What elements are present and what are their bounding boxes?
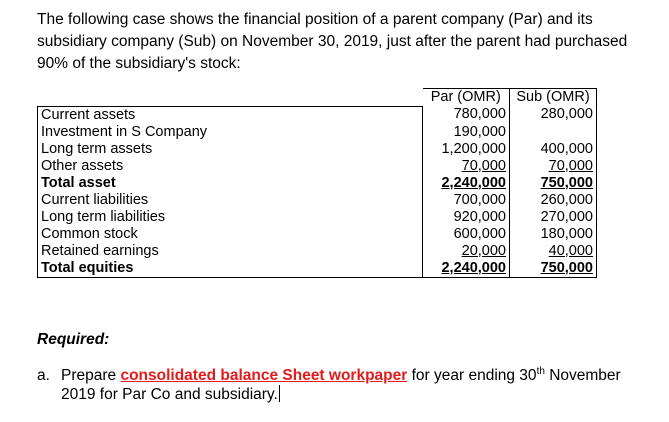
sub-value: 180,000 bbox=[510, 226, 597, 243]
par-value: 2,240,000 bbox=[423, 260, 510, 278]
table-row bbox=[38, 158, 597, 175]
row-label: Other assets bbox=[38, 158, 423, 175]
sub-value bbox=[510, 124, 597, 141]
par-value: 780,000 bbox=[423, 106, 510, 124]
sub-value: 750,000 bbox=[510, 260, 597, 278]
table-row bbox=[38, 243, 597, 260]
row-label: Investment in S Company bbox=[38, 124, 423, 141]
intro-paragraph: The following case shows the financial position of a parent company (Par) and its subsidiary company (Sub) on November 30, 2019, just after the parent had purchased 90% of the subsidiary's stock: bbox=[37, 11, 628, 72]
table-row-total-equities bbox=[38, 260, 597, 278]
par-value: 600,000 bbox=[423, 226, 510, 243]
table-row bbox=[38, 141, 597, 158]
row-label: Current liabilities bbox=[38, 192, 423, 209]
table-row bbox=[38, 106, 597, 124]
row-label: Common stock bbox=[38, 226, 423, 243]
sub-value: 260,000 bbox=[510, 192, 597, 209]
par-value: 700,000 bbox=[423, 192, 510, 209]
row-label: Total equities bbox=[38, 260, 423, 278]
row-label: Retained earnings bbox=[38, 243, 423, 260]
list-marker: a. bbox=[37, 367, 50, 384]
header-sub: Sub (OMR) bbox=[510, 89, 597, 107]
header-par: Par (OMR) bbox=[423, 89, 510, 107]
task-item bbox=[37, 366, 637, 404]
table-row bbox=[38, 226, 597, 243]
par-value: 1,200,000 bbox=[423, 141, 510, 158]
task-suffix: November 2019 for Par Co and subsidiary. bbox=[61, 367, 621, 403]
ordinal-suffix: th bbox=[536, 365, 545, 377]
par-value: 20,000 bbox=[423, 243, 510, 260]
task-text bbox=[61, 366, 637, 404]
par-value: 190,000 bbox=[423, 124, 510, 141]
task-prefix: Prepare bbox=[61, 367, 121, 384]
par-value: 70,000 bbox=[423, 158, 510, 175]
row-label: Total asset bbox=[38, 175, 423, 192]
row-label: Long term assets bbox=[38, 141, 423, 158]
sub-value: 40,000 bbox=[510, 243, 597, 260]
par-value: 2,240,000 bbox=[423, 175, 510, 192]
table-row bbox=[38, 124, 597, 141]
sub-value: 70,000 bbox=[510, 158, 597, 175]
par-value: 920,000 bbox=[423, 209, 510, 226]
financial-position-table bbox=[37, 88, 597, 278]
required-heading: Required: bbox=[37, 331, 110, 348]
task-middle: for year ending 30 bbox=[407, 367, 537, 384]
table-row-total-asset bbox=[38, 175, 597, 192]
highlighted-term: consolidated balance Sheet workpaper bbox=[120, 367, 408, 384]
table-row bbox=[38, 192, 597, 209]
sub-value: 270,000 bbox=[510, 209, 597, 226]
sub-value: 400,000 bbox=[510, 141, 597, 158]
row-label: Current assets bbox=[38, 106, 423, 124]
sub-value: 280,000 bbox=[510, 106, 597, 124]
sub-value: 750,000 bbox=[510, 175, 597, 192]
table-row bbox=[38, 209, 597, 226]
row-label: Long term liabilities bbox=[38, 209, 423, 226]
text-cursor bbox=[279, 385, 280, 402]
table-header-row bbox=[38, 89, 597, 107]
